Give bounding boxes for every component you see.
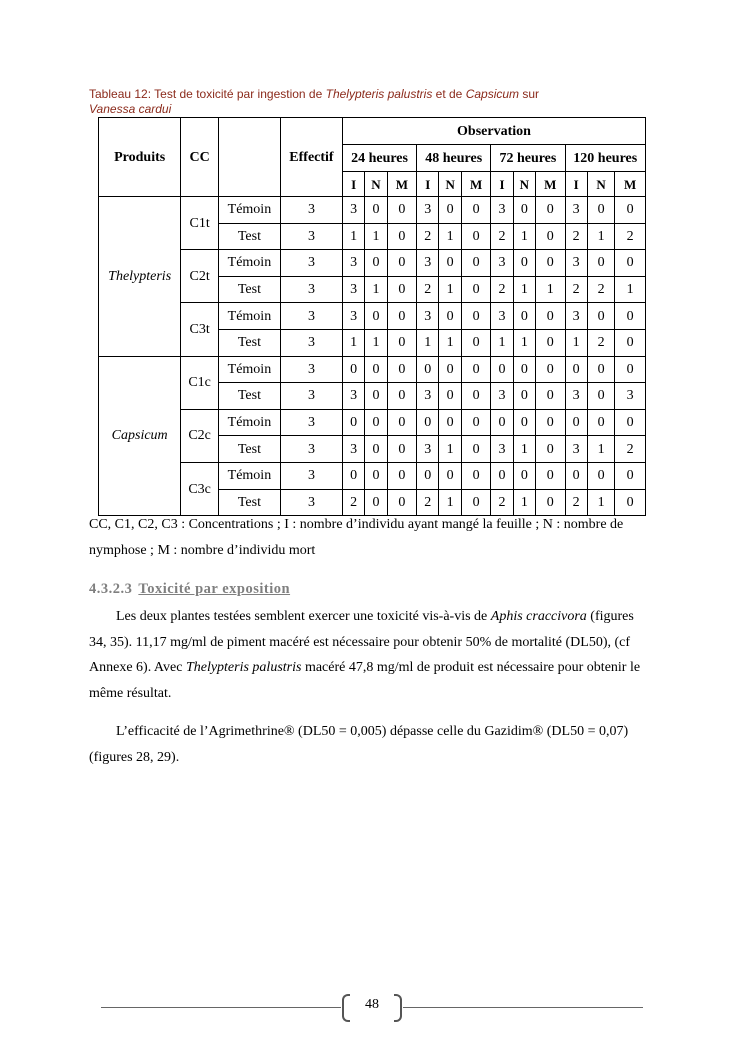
effectif-cell: 3 [280,197,342,224]
value-cell: 0 [565,409,587,436]
value-cell: 0 [565,356,587,383]
row-type-cell: Test [218,383,280,410]
value-cell: 0 [439,383,461,410]
concentration-cell: C1c [181,356,219,409]
paragraph-text: (figures 34, 35). 11,17 mg/ml de piment macéré est nécessaire pour obtenir 50% de mortalité (DL50), (cf Annexe 6). Avec [89,609,634,676]
header-sub-i: I [491,172,513,197]
header-cc: CC [181,118,219,197]
row-type-cell: Test [218,223,280,250]
header-produits: Produits [99,118,181,197]
value-cell: 0 [387,409,416,436]
row-type-cell: Témoin [218,197,280,224]
value-cell: 0 [513,303,535,330]
header-sub-n: N [365,172,387,197]
value-cell: 0 [387,250,416,277]
value-cell: 0 [461,329,490,356]
value-cell: 0 [365,383,387,410]
value-cell: 0 [439,462,461,489]
value-cell: 3 [342,197,364,224]
value-cell: 0 [615,409,646,436]
value-cell: 3 [417,197,439,224]
value-cell: 0 [365,462,387,489]
value-cell: 3 [565,197,587,224]
value-cell: 1 [513,329,535,356]
paragraph-efficacy: L’efficacité de l’Agrimethrine® (DL50 = 0,005) dépasse celle du Gazidim® (DL50 = 0,07) (figures 28, 29). [89,724,629,765]
value-cell: 1 [513,489,535,516]
paragraph-toxicity-exposure [89,604,649,707]
value-cell: 1 [513,223,535,250]
table-row [99,250,646,277]
value-cell: 0 [439,409,461,436]
table-row [99,356,646,383]
toxicity-table [98,117,646,516]
value-cell: 3 [491,436,513,463]
value-cell: 1 [513,276,535,303]
caption-text: sur [519,87,540,101]
page-bracket-right [394,994,402,1022]
value-cell: 0 [461,409,490,436]
value-cell: 2 [615,436,646,463]
value-cell: 0 [615,462,646,489]
effectif-cell: 3 [280,250,342,277]
header-period: 24 heures [342,145,416,172]
table-row [99,303,646,330]
footer-rule-right [403,1007,643,1008]
value-cell: 0 [513,383,535,410]
table-legend-note: CC, C1, C2, C3 : Concentrations ; I : nombre d’individu ayant mangé la feuille ; N : nombre de nymphose ; M : nombre d’individu mort [89,517,624,558]
value-cell: 2 [565,223,587,250]
value-cell: 0 [587,303,614,330]
header-period: 120 heures [565,145,646,172]
value-cell: 0 [387,276,416,303]
value-cell: 0 [417,356,439,383]
value-cell: 0 [587,462,614,489]
value-cell: 0 [365,303,387,330]
value-cell: 2 [491,276,513,303]
value-cell: 0 [365,489,387,516]
header-sub-n: N [513,172,535,197]
value-cell: 0 [536,383,565,410]
section-title: Toxicité par exposition [138,581,291,597]
value-cell: 0 [461,223,490,250]
caption-species-vanessa: Vanessa cardui [89,101,172,116]
value-cell: 0 [615,356,646,383]
value-cell: 0 [461,356,490,383]
value-cell: 0 [536,356,565,383]
value-cell: 3 [615,383,646,410]
value-cell: 2 [417,489,439,516]
caption-species-capsicum: Capsicum [465,87,520,101]
value-cell: 0 [536,436,565,463]
row-type-cell: Témoin [218,303,280,330]
concentration-cell: C3c [181,462,219,515]
value-cell: 0 [536,329,565,356]
caption-text: et de [432,87,466,101]
value-cell: 0 [387,462,416,489]
value-cell: 1 [342,329,364,356]
header-sub-m: M [461,172,490,197]
caption-species-thelypteris: Thelypteris palustris [325,87,433,101]
value-cell: 3 [565,436,587,463]
value-cell: 1 [439,489,461,516]
value-cell: 0 [536,489,565,516]
value-cell: 0 [536,197,565,224]
value-cell: 0 [365,250,387,277]
concentration-cell: C2t [181,250,219,303]
species-aphis: Aphis craccivora [490,609,587,624]
value-cell: 0 [461,250,490,277]
value-cell: 0 [491,356,513,383]
row-type-cell: Témoin [218,409,280,436]
value-cell: 1 [417,329,439,356]
value-cell: 2 [417,276,439,303]
value-cell: 0 [587,356,614,383]
value-cell: 2 [417,223,439,250]
value-cell: 0 [461,303,490,330]
value-cell: 1 [365,329,387,356]
value-cell: 0 [387,223,416,250]
value-cell: 0 [387,436,416,463]
row-type-cell: Test [218,329,280,356]
concentration-cell: C3t [181,303,219,356]
value-cell: 1 [565,329,587,356]
concentration-cell: C2c [181,409,219,462]
row-type-cell: Test [218,489,280,516]
value-cell: 0 [439,303,461,330]
value-cell: 3 [342,436,364,463]
value-cell: 1 [587,489,614,516]
value-cell: 0 [615,197,646,224]
section-heading [89,581,290,598]
value-cell: 0 [461,383,490,410]
value-cell: 2 [565,489,587,516]
value-cell: 2 [615,223,646,250]
value-cell: 0 [365,197,387,224]
effectif-cell: 3 [280,223,342,250]
effectif-cell: 3 [280,356,342,383]
caption-text: Tableau 12: Test de toxicité par ingestion de [89,87,326,101]
value-cell: 3 [491,250,513,277]
value-cell: 0 [565,462,587,489]
value-cell: 3 [417,383,439,410]
value-cell: 1 [439,329,461,356]
effectif-cell: 3 [280,436,342,463]
value-cell: 0 [513,250,535,277]
table-row [99,462,646,489]
header-sub-n: N [439,172,461,197]
value-cell: 0 [342,409,364,436]
value-cell: 3 [565,383,587,410]
effectif-cell: 3 [280,383,342,410]
value-cell: 2 [491,489,513,516]
value-cell: 0 [365,409,387,436]
header-sub-i: I [565,172,587,197]
header-observation: Observation [342,118,645,145]
value-cell: 0 [615,303,646,330]
value-cell: 3 [417,303,439,330]
value-cell: 0 [342,356,364,383]
value-cell: 3 [565,250,587,277]
value-cell: 3 [565,303,587,330]
value-cell: 0 [439,356,461,383]
effectif-cell: 3 [280,409,342,436]
header-sub-m: M [615,172,646,197]
value-cell: 3 [342,303,364,330]
header-sub-m: M [387,172,416,197]
header-period: 48 heures [417,145,491,172]
value-cell: 0 [513,356,535,383]
value-cell: 0 [491,462,513,489]
value-cell: 0 [587,383,614,410]
effectif-cell: 3 [280,303,342,330]
table-row [99,197,646,224]
header-effectif: Effectif [280,118,342,197]
value-cell: 3 [417,436,439,463]
value-cell: 0 [615,489,646,516]
value-cell: 3 [417,250,439,277]
value-cell: 0 [365,436,387,463]
header-sub-m: M [536,172,565,197]
value-cell: 0 [417,409,439,436]
effectif-cell: 3 [280,329,342,356]
value-cell: 0 [461,462,490,489]
header-period: 72 heures [491,145,565,172]
value-cell: 1 [365,223,387,250]
value-cell: 0 [587,197,614,224]
table-caption [89,87,629,116]
value-cell: 0 [387,489,416,516]
value-cell: 0 [615,329,646,356]
value-cell: 1 [536,276,565,303]
value-cell: 2 [587,276,614,303]
header-sub-i: I [417,172,439,197]
value-cell: 1 [439,436,461,463]
value-cell: 0 [587,409,614,436]
product-cell: Capsicum [99,356,181,516]
value-cell: 0 [536,409,565,436]
effectif-cell: 3 [280,462,342,489]
value-cell: 0 [387,303,416,330]
row-type-cell: Test [218,276,280,303]
value-cell: 0 [417,462,439,489]
value-cell: 3 [491,197,513,224]
value-cell: 2 [587,329,614,356]
value-cell: 0 [439,250,461,277]
value-cell: 2 [342,489,364,516]
value-cell: 3 [342,276,364,303]
value-cell: 0 [439,197,461,224]
value-cell: 1 [615,276,646,303]
value-cell: 1 [587,223,614,250]
row-type-cell: Témoin [218,462,280,489]
value-cell: 0 [513,409,535,436]
value-cell: 1 [342,223,364,250]
page-number: 48 [365,997,379,1012]
value-cell: 3 [491,383,513,410]
table-row [99,409,646,436]
value-cell: 1 [513,436,535,463]
row-type-cell: Test [218,436,280,463]
paragraph-text: macéré 47,8 mg/ml de produit est nécessaire pour obtenir le même résultat. [89,660,641,702]
paragraph-text: Les deux plantes testées semblent exercer une toxicité vis-à-vis de [116,609,491,624]
value-cell: 0 [461,436,490,463]
header-sub-i: I [342,172,364,197]
value-cell: 2 [565,276,587,303]
value-cell: 0 [615,250,646,277]
value-cell: 1 [491,329,513,356]
header-sub-n: N [587,172,614,197]
species-thelypteris: Thelypteris palustris [185,660,302,676]
header-empty [218,118,280,197]
value-cell: 0 [461,197,490,224]
value-cell: 0 [536,462,565,489]
value-cell: 0 [365,356,387,383]
value-cell: 0 [536,303,565,330]
concentration-cell: C1t [181,197,219,250]
value-cell: 0 [387,329,416,356]
value-cell: 0 [461,276,490,303]
value-cell: 0 [387,383,416,410]
value-cell: 0 [461,489,490,516]
footer-rule-left [101,1007,341,1008]
value-cell: 3 [342,250,364,277]
value-cell: 0 [536,250,565,277]
page-bracket-left [342,994,350,1022]
value-cell: 0 [587,250,614,277]
value-cell: 0 [387,356,416,383]
value-cell: 1 [365,276,387,303]
value-cell: 0 [491,409,513,436]
section-number: 4.3.2.3 [89,581,133,597]
row-type-cell: Témoin [218,356,280,383]
value-cell: 0 [342,462,364,489]
value-cell: 1 [587,436,614,463]
value-cell: 0 [387,197,416,224]
product-cell: Thelypteris [99,197,181,357]
value-cell: 0 [513,462,535,489]
value-cell: 2 [491,223,513,250]
effectif-cell: 3 [280,276,342,303]
effectif-cell: 3 [280,489,342,516]
row-type-cell: Témoin [218,250,280,277]
value-cell: 3 [342,383,364,410]
value-cell: 0 [513,197,535,224]
value-cell: 0 [536,223,565,250]
value-cell: 1 [439,276,461,303]
value-cell: 3 [491,303,513,330]
value-cell: 1 [439,223,461,250]
